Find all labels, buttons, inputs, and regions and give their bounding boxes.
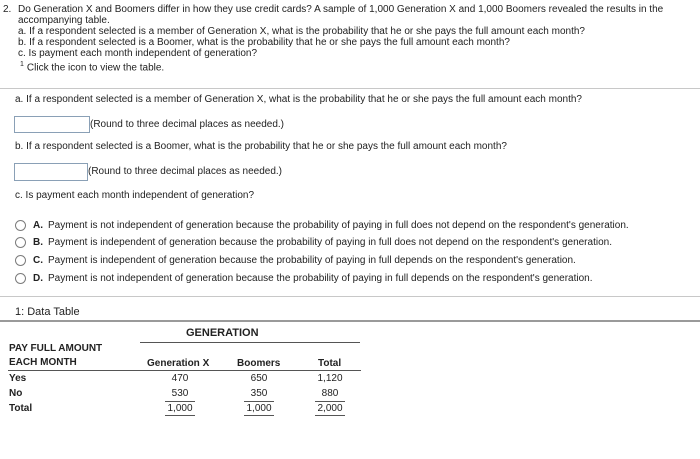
footnote-text: Click the icon to view the table. (26, 62, 165, 74)
sum-rule (315, 401, 345, 402)
part-b-prompt: b. If a respondent selected is a Boomer, what is the probability that he or she pays the full amount each month? (15, 141, 507, 152)
question-line-1: Do Generation X and Boomers differ in how they use credit cards? A sample of 1,000 Generation X and 1,000 Boomers revealed the results in the (18, 4, 664, 15)
group-header: GENERATION (186, 327, 259, 339)
part-a-note: (Round to three decimal places as needed.) (90, 119, 285, 130)
radio-b[interactable] (15, 237, 26, 248)
group-header-rule (140, 342, 360, 343)
table-cell: 470 (171, 373, 189, 384)
column-header-total: Total (318, 358, 342, 369)
option-b[interactable] (15, 237, 612, 248)
table-cell: 1,000 (167, 403, 193, 414)
part-a-answer-input[interactable] (14, 116, 90, 133)
question-line-4: b. If a respondent selected is a Boomer, what is the probability that he or she pays the full amount each month? (18, 37, 510, 48)
column-header-generation-x: Generation X (147, 358, 210, 369)
divider (0, 88, 700, 89)
footnote-mark: 1 (20, 61, 24, 68)
option-a-letter: A. (33, 220, 43, 231)
option-d[interactable] (15, 273, 593, 284)
part-b-answer-input[interactable] (14, 163, 88, 181)
table-cell: 530 (171, 388, 189, 399)
table-cell: 1,000 (246, 403, 272, 414)
header-rule (8, 370, 361, 371)
part-c-prompt: c. Is payment each month independent of generation? (15, 190, 255, 201)
row-label-total: Total (9, 403, 33, 414)
sum-rule (244, 401, 274, 402)
option-a-text: Payment is not independent of generation because the probability of paying in full does not depend on the respondent's generation. (48, 220, 629, 231)
question-line-3: a. If a respondent selected is a member of Generation X, what is the probability that he or she pays the full amount each month? (18, 26, 585, 37)
table-cell: 880 (321, 388, 339, 399)
row-header-line-1: PAY FULL AMOUNT (9, 343, 103, 354)
part-a-prompt: a. If a respondent selected is a member of Generation X, what is the probability that he or she pays the full amount each month? (15, 94, 582, 105)
option-c-letter: C. (33, 255, 43, 266)
radio-c[interactable] (15, 255, 26, 266)
table-cell: 1,120 (317, 373, 343, 384)
question-text (18, 4, 663, 73)
option-d-text: Payment is not independent of generation because the probability of paying in full depends on the respondent's generation. (48, 273, 593, 284)
table-cell: 350 (250, 388, 268, 399)
table-cell: 2,000 (317, 403, 343, 414)
column-header-boomers: Boomers (237, 358, 281, 369)
footnote-link[interactable] (18, 59, 663, 73)
option-c-text: Payment is independent of generation because the probability of paying in full depends on the respondent's generation. (48, 255, 576, 266)
total-rule (244, 415, 274, 416)
data-table-title: 1: Data Table (15, 306, 80, 318)
question-line-5: c. Is payment each month independent of generation? (18, 48, 258, 59)
total-rule (165, 415, 195, 416)
part-b-note: (Round to three decimal places as needed.) (88, 166, 283, 177)
question-number: 2. (3, 4, 12, 15)
option-a[interactable] (15, 220, 629, 231)
radio-d[interactable] (15, 273, 26, 284)
radio-a[interactable] (15, 220, 26, 231)
row-label-no: No (9, 388, 23, 399)
row-label-yes: Yes (9, 373, 27, 384)
table-cell: 650 (250, 373, 268, 384)
row-header-line-2: EACH MONTH (9, 357, 77, 368)
option-b-text: Payment is independent of generation because the probability of paying in full does not depend on the respondent's generation. (48, 237, 612, 248)
question-line-2: accompanying table. (18, 15, 110, 26)
sum-rule (165, 401, 195, 402)
data-table-divider (0, 320, 700, 322)
option-b-letter: B. (33, 237, 43, 248)
option-c[interactable] (15, 255, 576, 266)
total-rule (315, 415, 345, 416)
option-d-letter: D. (33, 273, 43, 284)
divider (0, 296, 700, 297)
